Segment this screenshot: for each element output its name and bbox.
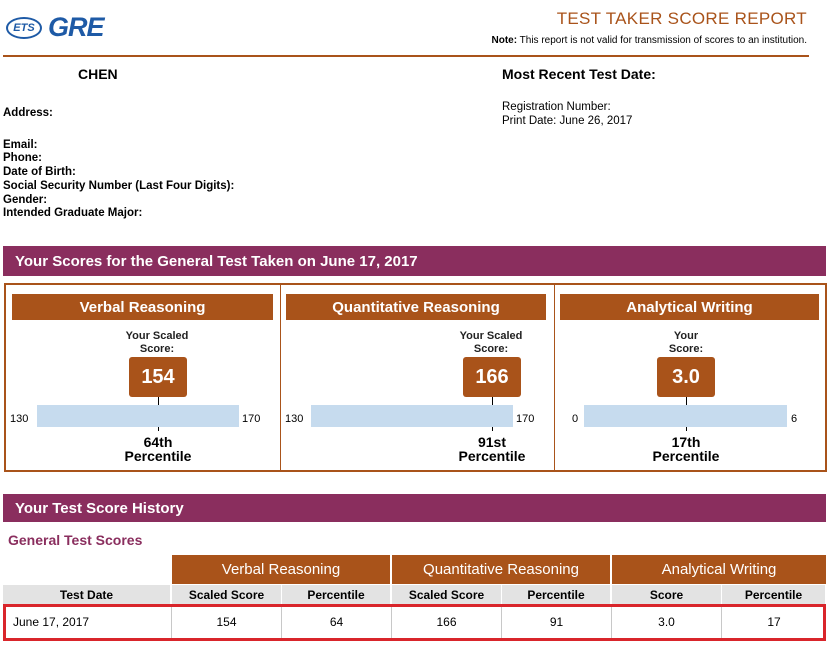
- quant-range-min: 130: [285, 413, 304, 425]
- print-date: Print Date: June 26, 2017: [502, 115, 633, 127]
- report-note: [491, 35, 807, 46]
- history-cell-writing-score: 3.0: [612, 606, 722, 638]
- history-cell-quant-percentile: 91: [502, 606, 612, 638]
- column-header: Percentile: [722, 585, 826, 605]
- verbal-score-label: [112, 330, 202, 356]
- history-subtitle: General Test Scores: [8, 532, 143, 548]
- panel-divider: [280, 285, 281, 470]
- history-cell-writing-percentile: 17: [767, 615, 781, 629]
- history-cell-verbal-score: 154: [172, 606, 282, 638]
- panel-divider: [554, 285, 555, 470]
- verbal-range-min: 130: [10, 413, 29, 425]
- score-panels: [4, 283, 827, 472]
- quant-percentile-word: Percentile: [458, 448, 526, 464]
- major-label: Intended Graduate Major:: [3, 207, 143, 219]
- quant-score-label-line2: Score:: [473, 343, 509, 355]
- verbal-panel-title: Verbal Reasoning: [12, 294, 273, 320]
- quant-range-max: 170: [516, 413, 535, 425]
- writing-range-min: 0: [572, 413, 579, 425]
- writing-panel: [560, 294, 819, 320]
- quant-percentile-value: 91st: [477, 434, 507, 450]
- history-cell-quant-score: 166: [392, 606, 502, 638]
- registration-number-label: Registration Number:: [502, 101, 611, 113]
- history-group-writing: Analytical Writing: [612, 555, 826, 584]
- quant-percentile: [442, 435, 542, 463]
- column-header: Scaled Score: [392, 585, 502, 605]
- verbal-percentile-word: Percentile: [124, 448, 192, 464]
- writing-percentile: [636, 435, 736, 463]
- history-cell-verbal-percentile: 64: [282, 606, 392, 638]
- history-cell-test-date: June 17, 2017: [3, 606, 172, 638]
- verbal-score-bar: [37, 405, 239, 427]
- history-section-bar: Your Test Score History: [3, 494, 826, 522]
- quant-score-label: [446, 330, 536, 356]
- note-text: This report is not valid for transmission of scores to an institution.: [519, 35, 807, 46]
- writing-range-max: 6: [791, 413, 798, 425]
- email-label: Email:: [3, 139, 38, 151]
- verbal-score-label-line2: Score:: [139, 343, 175, 355]
- dob-label: Date of Birth:: [3, 166, 76, 178]
- most-recent-test-date-label: Most Recent Test Date:: [502, 66, 656, 82]
- verbal-percentile-value: 64th: [143, 434, 173, 450]
- writing-score-value: 3.0: [657, 357, 715, 397]
- report-title: TEST TAKER SCORE REPORT: [556, 9, 807, 28]
- verbal-panel: [12, 294, 273, 320]
- verbal-range-max: 170: [242, 413, 261, 425]
- quant-panel: [286, 294, 546, 320]
- column-header: Score: [612, 585, 722, 605]
- writing-score-label-line2: Score:: [668, 343, 704, 355]
- scores-section-bar: Your Scores for the General Test Taken on June 17, 2017: [3, 246, 826, 276]
- column-header: Test Date: [3, 585, 171, 605]
- writing-percentile-value: 17th: [671, 434, 701, 450]
- history-group-verbal: Verbal Reasoning: [172, 555, 390, 584]
- writing-panel-title: Analytical Writing: [560, 294, 819, 320]
- note-label: Note:: [491, 35, 518, 46]
- gender-label: Gender:: [3, 194, 48, 206]
- row-highlight-box: [3, 604, 826, 641]
- verbal-score-value: 154: [129, 357, 187, 397]
- ets-logo: ETS: [6, 17, 42, 39]
- address-label: Address:: [3, 107, 53, 119]
- history-group-quant: Quantitative Reasoning: [392, 555, 610, 584]
- verbal-score-label-line1: Your Scaled: [125, 330, 189, 342]
- quant-score-label-line1: Your Scaled: [459, 330, 523, 342]
- writing-score-label: [646, 330, 726, 356]
- writing-percentile-word: Percentile: [652, 448, 720, 464]
- header-divider: [3, 55, 809, 57]
- candidate-name: CHEN: [78, 66, 118, 82]
- column-header: Percentile: [502, 585, 611, 605]
- writing-score-bar: [584, 405, 787, 427]
- quant-panel-title: Quantitative Reasoning: [286, 294, 546, 320]
- writing-score-label-line1: Your: [673, 330, 699, 342]
- column-header: Scaled Score: [172, 585, 282, 605]
- verbal-percentile: [108, 435, 208, 463]
- gre-logo: GRE: [48, 12, 104, 42]
- phone-label: Phone:: [3, 152, 42, 164]
- quant-score-bar: [311, 405, 513, 427]
- column-header: Percentile: [282, 585, 391, 605]
- quant-score-value: 166: [463, 357, 521, 397]
- ssn-label: Social Security Number (Last Four Digits):: [3, 180, 235, 192]
